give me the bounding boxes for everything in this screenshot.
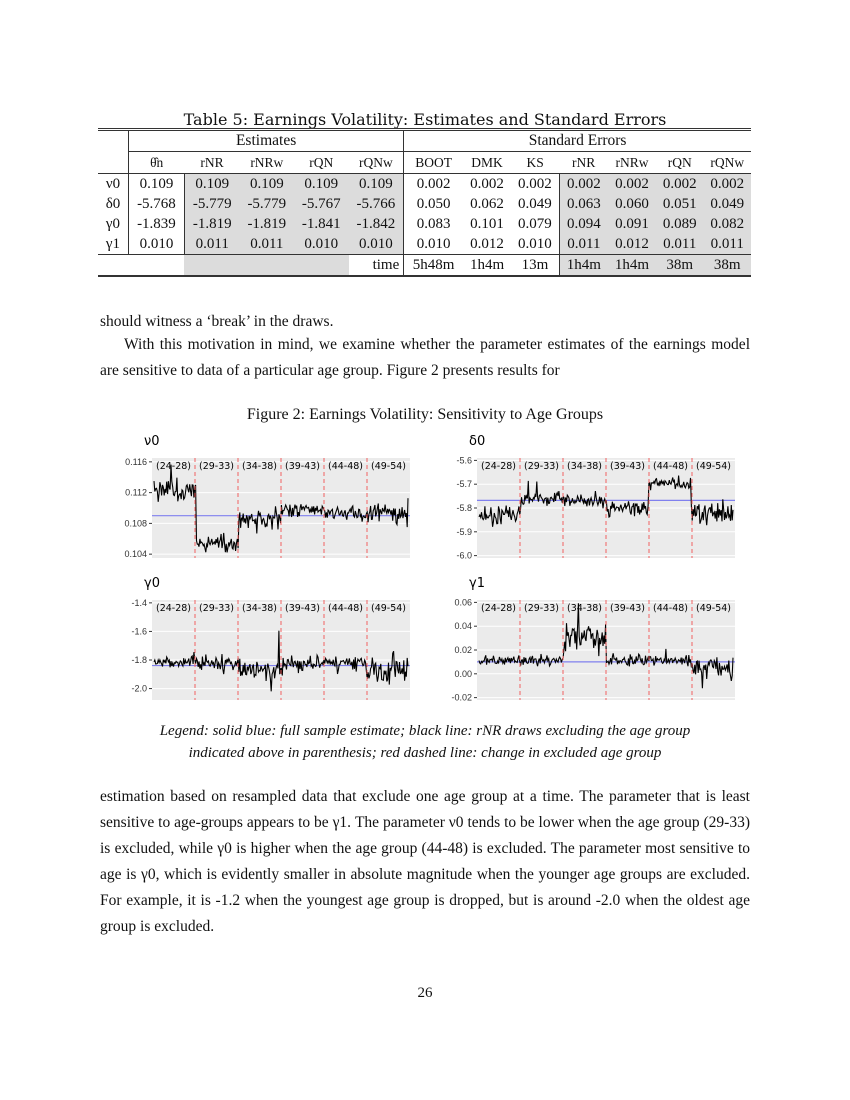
col-header: rNRw — [240, 152, 294, 174]
y-tick-label: 0.108 — [124, 518, 147, 529]
paragraph: should witness a ‘break’ in the draws. — [100, 313, 334, 330]
age-group-label: (44-48) — [327, 461, 364, 472]
chart-title: γ0 — [144, 576, 160, 591]
y-tick-label: 0.116 — [125, 456, 147, 467]
y-tick-label: 0.112 — [125, 487, 147, 498]
table-cell: -1.839 — [137, 215, 176, 232]
table-cell: 0.012 — [463, 234, 511, 255]
chart-panel-delta0 — [425, 430, 765, 580]
col-header: BOOT — [404, 152, 463, 174]
paragraph: With this motivation in mind, we examine whether the parameter estimates of the earnings model are sensitive to data of a particular age group. Figure 2 presents results for — [100, 336, 750, 379]
table-cell: 0.109 — [294, 174, 348, 195]
age-group-label: (39-43) — [609, 461, 646, 472]
table-cell: 0.109 — [349, 174, 404, 195]
row-param: δ0 — [98, 194, 129, 214]
results-table — [98, 128, 751, 277]
estimates-group: Estimates — [129, 130, 404, 152]
y-tick-label: -0.02 — [451, 692, 472, 703]
table-cell: 0.109 — [240, 174, 294, 195]
table-cell: -1.842 — [349, 214, 404, 234]
col-header: rQNw — [703, 152, 751, 174]
figure-caption: Figure 2: Earnings Volatility: Sensitivity to Age Groups — [246, 406, 604, 423]
table-cell: 0.011 — [184, 234, 239, 255]
age-group-label: (24-28) — [155, 603, 192, 614]
col-header: rNR — [559, 152, 608, 174]
age-group-label: (24-28) — [155, 461, 192, 472]
age-group-label: (44-48) — [652, 461, 689, 472]
time-cell: 1h4m — [608, 255, 656, 277]
table-cell: 0.082 — [703, 214, 751, 234]
col-header: θ̂n — [129, 152, 185, 174]
col-header: KS — [511, 152, 559, 174]
legend-line: Legend: solid blue: full sample estimate; black line: rNR draws excluding the age group — [159, 723, 691, 739]
table-cell: 0.002 — [608, 174, 656, 195]
age-group-label: (29-33) — [198, 603, 235, 614]
table-cell: 0.011 — [656, 234, 703, 255]
col-header: DMK — [463, 152, 511, 174]
col-header: rQN — [294, 152, 348, 174]
age-group-label: (49-54) — [370, 461, 407, 472]
age-group-label: (29-33) — [198, 461, 235, 472]
table-cell: 0.002 — [416, 175, 451, 192]
age-group-label: (44-48) — [652, 603, 689, 614]
age-group-label: (34-38) — [566, 603, 603, 614]
table-cell: -5.768 — [137, 195, 176, 212]
chart-panel-gamma0 — [100, 572, 440, 722]
row-param: γ0 — [98, 214, 129, 234]
age-group-label: (49-54) — [370, 603, 407, 614]
y-tick-label: -1.4 — [131, 597, 147, 608]
table-cell: 0.109 — [184, 174, 239, 195]
table-cell: 0.050 — [416, 195, 451, 212]
age-group-label: (49-54) — [695, 603, 732, 614]
table-row — [98, 214, 751, 234]
age-group-label: (44-48) — [327, 603, 364, 614]
table-cell: 0.062 — [470, 195, 504, 212]
col-header: rNRw — [608, 152, 656, 174]
age-group-label: (39-43) — [284, 603, 321, 614]
table-cell: 0.010 — [129, 234, 185, 255]
chart-gamma0 — [100, 572, 440, 722]
table-cell: 0.089 — [656, 214, 703, 234]
y-tick-label: -2.0 — [131, 683, 147, 694]
y-tick-label: 0.104 — [124, 549, 147, 560]
chart-nu0 — [100, 430, 440, 580]
age-group-label: (34-38) — [241, 603, 278, 614]
y-tick-label: 0.00 — [454, 668, 472, 679]
y-tick-label: 0.06 — [454, 597, 472, 608]
age-group-label: (39-43) — [284, 461, 321, 472]
table-cell: 0.010 — [404, 234, 463, 255]
table-cell: 0.011 — [559, 234, 608, 255]
chart-title: δ0 — [469, 434, 486, 449]
table-cell: 0.010 — [511, 234, 559, 255]
age-group-label: (39-43) — [609, 603, 646, 614]
paragraph: estimation based on resampled data that exclude one age group at a time. The parameter that is least sensitive to age-groups appears to be γ1. The parameter ν0 tends to be lower when the age group (29-33) is excluded, while γ0 is higher when the age group (44-48) is excluded. The parameter most sensitive to age is γ0, which is evidently smaller in absolute magnitude when the younger age groups are excluded. For example, it is -1.2 when the youngest age group is dropped, but is around -2.0 when the oldest age group is excluded. — [100, 788, 750, 935]
table-cell: 0.049 — [703, 194, 751, 214]
table-cell: -5.779 — [240, 194, 294, 214]
y-tick-label: -5.9 — [456, 526, 472, 537]
table-row — [98, 174, 751, 195]
table-cell: 0.002 — [703, 174, 751, 195]
age-group-label: (29-33) — [523, 461, 560, 472]
table-cell: 0.051 — [656, 194, 703, 214]
table-cell: 0.109 — [139, 175, 174, 192]
legend-line: indicated above in parenthesis; red dashed line: change in excluded age group — [188, 745, 662, 761]
table-cell: 0.002 — [470, 175, 504, 192]
table-cell: 0.002 — [656, 174, 703, 195]
table-time-row — [98, 255, 751, 277]
table-cell: -1.819 — [184, 214, 239, 234]
time-cell: 1h4m — [559, 255, 608, 277]
page-number: 26 — [417, 985, 433, 1001]
time-cell: 13m — [511, 255, 559, 277]
table-header-row — [98, 152, 751, 174]
y-tick-label: -5.8 — [456, 503, 472, 513]
table-group-row — [98, 130, 751, 152]
table-cell: 0.060 — [608, 194, 656, 214]
y-tick-label: 0.04 — [454, 621, 472, 632]
age-group-label: (24-28) — [480, 603, 517, 614]
y-tick-label: 0.02 — [454, 645, 472, 655]
table-cell: -5.767 — [294, 194, 348, 214]
y-tick-label: -5.6 — [456, 455, 472, 466]
age-group-label: (49-54) — [695, 461, 732, 472]
table-cell: 0.063 — [559, 194, 608, 214]
time-cell: 5h48m — [404, 255, 463, 277]
table-cell: 0.011 — [240, 234, 294, 255]
y-tick-label: -1.8 — [131, 655, 147, 665]
col-header: rNR — [184, 152, 239, 174]
chart-title: γ1 — [469, 576, 485, 591]
table-cell: 0.002 — [559, 174, 608, 195]
table-cell: 0.049 — [518, 195, 552, 212]
col-header: rQNw — [349, 152, 404, 174]
chart-panel-gamma1 — [425, 572, 765, 722]
chart-title: ν0 — [144, 434, 160, 449]
time-label: time — [349, 255, 404, 277]
table-cell: 0.011 — [703, 234, 751, 255]
table-cell: 0.002 — [518, 175, 552, 192]
table-cell: -5.779 — [184, 194, 239, 214]
time-cell: 1h4m — [463, 255, 511, 277]
figure-legend — [100, 720, 750, 764]
y-tick-label: -6.0 — [456, 550, 472, 561]
age-group-label: (34-38) — [241, 461, 278, 472]
y-tick-label: -1.6 — [131, 626, 147, 637]
table-cell: 0.012 — [608, 234, 656, 255]
age-group-label: (24-28) — [480, 461, 517, 472]
chart-panel-nu0 — [100, 430, 440, 580]
age-group-label: (34-38) — [566, 461, 603, 472]
table-cell: 0.079 — [518, 215, 552, 232]
table-cell: 0.101 — [470, 215, 504, 232]
y-tick-label: -5.7 — [456, 479, 472, 490]
chart-delta0 — [425, 430, 765, 580]
table-caption: Table 5: Earnings Volatility: Estimates and Standard Errors — [183, 110, 667, 129]
chart-gamma1 — [425, 572, 765, 722]
table-row — [98, 194, 751, 214]
table-cell: -1.841 — [294, 214, 348, 234]
table-cell: 0.094 — [559, 214, 608, 234]
time-cell: 38m — [656, 255, 703, 277]
col-header: rQN — [656, 152, 703, 174]
standard-errors-group: Standard Errors — [404, 130, 751, 152]
row-param: γ1 — [98, 234, 129, 255]
time-cell: 38m — [703, 255, 751, 277]
row-param: ν0 — [98, 174, 129, 195]
table-cell: 0.010 — [349, 234, 404, 255]
table-cell: -5.766 — [349, 194, 404, 214]
age-group-label: (29-33) — [523, 603, 560, 614]
table-row — [98, 234, 751, 255]
table-cell: 0.083 — [416, 215, 451, 232]
table-cell: -1.819 — [240, 214, 294, 234]
table-cell: 0.091 — [608, 214, 656, 234]
table-cell: 0.010 — [294, 234, 348, 255]
